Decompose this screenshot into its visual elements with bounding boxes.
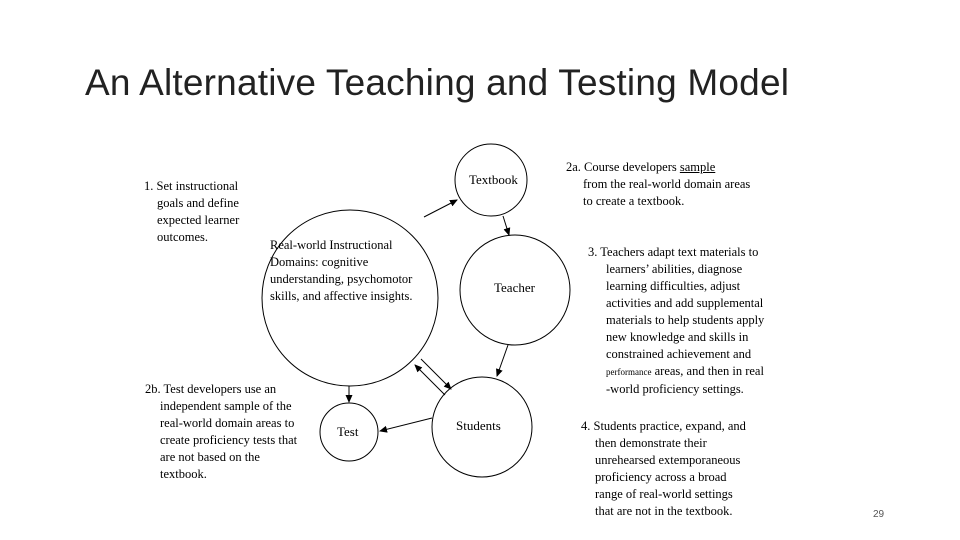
page-number: 29 <box>873 509 885 520</box>
domain-label-line: understanding, psychomotor <box>270 272 413 286</box>
step4-line: proficiency across a broad <box>595 470 727 484</box>
step4-line: range of real-world settings <box>595 487 733 501</box>
arrow-teacher-to-students <box>497 345 508 376</box>
step4-line: that are not in the textbook. <box>595 504 733 518</box>
step2b-line: 2b. Test developers use an <box>145 382 277 396</box>
step1-line: goals and define <box>157 196 239 210</box>
step2b-line: independent sample of the <box>160 399 292 413</box>
step3-line: -world proficiency settings. <box>606 382 744 396</box>
step4-line: then demonstrate their <box>595 436 707 450</box>
step2a-line <box>566 159 750 176</box>
step2b-line: are not based on the <box>160 450 260 464</box>
step2b-line: create proficiency tests that <box>160 433 298 447</box>
step3-line: constrained achievement and <box>606 347 752 361</box>
test-label: Test <box>337 424 359 439</box>
step4-note <box>581 418 746 520</box>
step2a-line: from the real-world domain areas <box>583 177 751 191</box>
step3-line: new knowledge and skills in <box>606 330 749 344</box>
teacher-label: Teacher <box>494 280 535 295</box>
domain-label-line: skills, and affective insights. <box>270 289 413 303</box>
step1-line: 1. Set instructional <box>144 179 239 193</box>
step2b-line: textbook. <box>160 467 207 481</box>
students-label: Students <box>456 418 501 433</box>
domain-label-line: Real-world Instructional <box>270 238 393 252</box>
step3-rest: areas, and then in real <box>651 364 764 378</box>
arrow-domain-students-a <box>421 359 451 389</box>
step2b-line: real-world domain areas to <box>160 416 295 430</box>
arrow-domain-students-b <box>415 365 445 395</box>
arrow-textbook-to-teacher <box>503 216 509 235</box>
step3-line <box>588 363 764 381</box>
domain-label <box>270 237 412 305</box>
step3-line: materials to help students apply <box>606 313 765 327</box>
step1-note <box>144 178 239 246</box>
step1-line: expected learner <box>157 213 240 227</box>
step2a-note <box>566 159 750 210</box>
step4-line: 4. Students practice, expand, and <box>581 419 746 433</box>
arrow-domain-to-textbook <box>424 200 457 217</box>
step3-note <box>588 244 764 398</box>
step1-line: outcomes. <box>157 230 209 244</box>
step3-line: learning difficulties, adjust <box>606 279 741 293</box>
step2a-underlined-word: sample <box>679 160 716 174</box>
step3-line: activities and add supplemental <box>606 296 764 310</box>
domain-label-line: Domains: cognitive <box>270 255 369 269</box>
step2a-line: to create a textbook. <box>583 194 685 208</box>
step3-line: 3. Teachers adapt text materials to <box>588 245 759 259</box>
step2b-note <box>145 381 297 483</box>
step2a-prefix: 2a. Course developers <box>566 160 680 174</box>
step4-line: unrehearsed extemporaneous <box>595 453 741 467</box>
slide-title: An Alternative Teaching and Testing Model <box>85 62 790 103</box>
arrow-students-to-test <box>380 418 432 431</box>
textbook-label: Textbook <box>469 172 518 187</box>
step3-line: learners’ abilities, diagnose <box>606 262 743 276</box>
step3-small-word: performance <box>606 367 652 377</box>
